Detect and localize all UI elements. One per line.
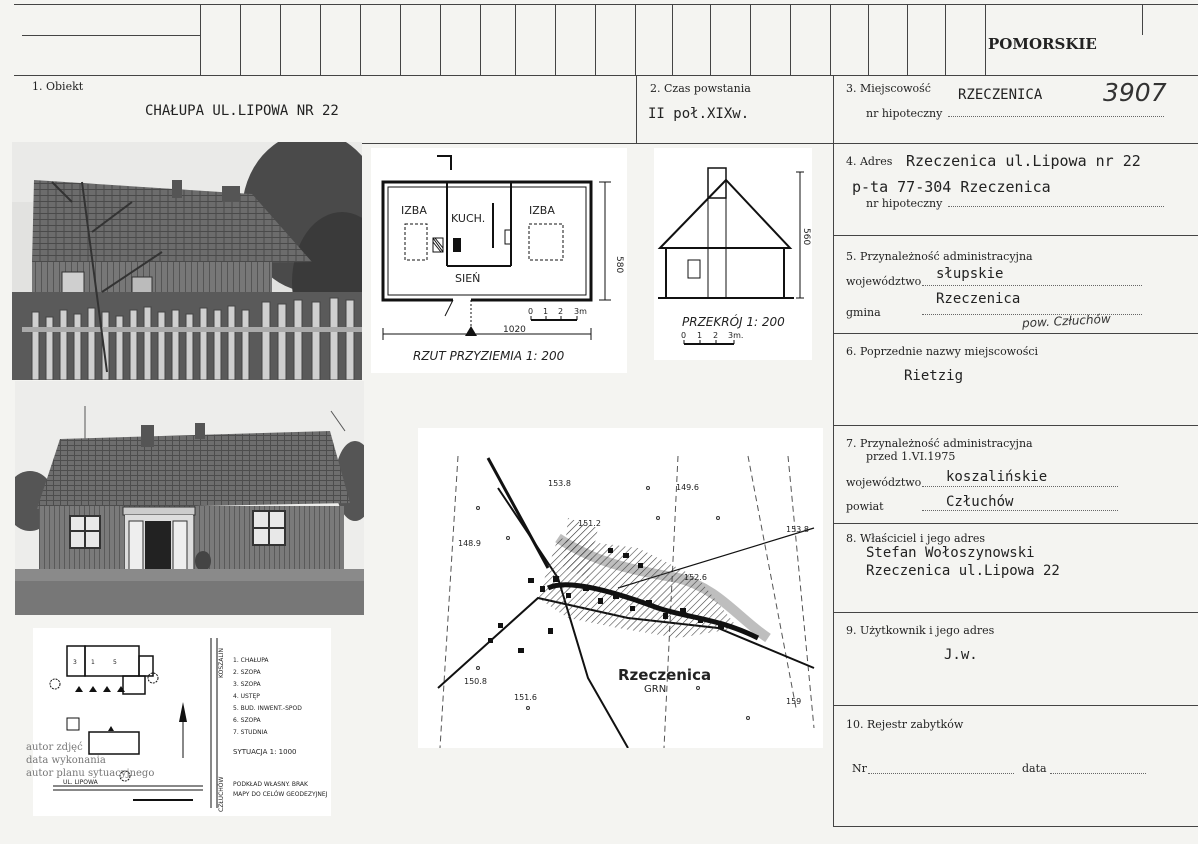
section-height-label: 560 <box>801 228 811 246</box>
situation-legend-label-1: 1 <box>91 659 95 666</box>
czas-label: 2. Czas powstania <box>650 82 751 95</box>
przed1975-label2: przed 1.VI.1975 <box>866 450 956 463</box>
situation-note-line-1: PODKŁAD WŁASNY. BRAK <box>233 781 308 788</box>
bleed-label-3: autor planu sytuacyjnego <box>26 768 155 779</box>
situation-plan <box>33 628 331 816</box>
przynaleznosc-gmina-label: gmina <box>846 306 881 319</box>
section-caption: PRZEKRÓJ 1: 200 <box>682 315 785 329</box>
situation-legend-1: 1. CHAŁUPA <box>233 657 269 664</box>
bleed-label-2: data wykonania <box>26 755 106 766</box>
map-elevation-5: 153.8 <box>786 525 809 534</box>
row5-rule <box>833 333 1198 334</box>
rejestr-data-dotline <box>1050 773 1146 774</box>
section-drawing <box>654 148 812 360</box>
room-label-kuchnia: KUCH. <box>451 212 486 225</box>
map-elevation-9: 159 <box>786 697 802 706</box>
situation-legend-3: 3. SZOPA <box>233 681 261 688</box>
przynaleznosc-gmina: Rzeczenica <box>936 291 1021 307</box>
row9-rule <box>833 705 1198 706</box>
adres-label: 4. Adres <box>846 155 893 168</box>
situation-road-top: KOSZALIN <box>218 648 225 678</box>
map-elevation-3: 151.2 <box>578 519 601 528</box>
header-column-line <box>710 4 711 75</box>
map-elevation-2: 149.6 <box>676 483 699 492</box>
adres-sublabel: nr hipoteczny <box>866 197 943 210</box>
header-column-line <box>830 4 831 75</box>
right-column-divider <box>833 75 834 827</box>
header-column-line <box>240 4 241 75</box>
row7-rule <box>833 523 1198 524</box>
header-column-line <box>480 4 481 75</box>
section-scale-2: 2 <box>713 331 719 340</box>
adres-line1: Rzeczenica ul.Lipowa nr 22 <box>906 152 1141 170</box>
floor-scale-1: 1 <box>543 307 549 316</box>
room-label-sien: SIEŃ <box>455 272 481 285</box>
uzytkownik-label: 9. Użytkownik i jego adres <box>846 624 995 637</box>
wlasciciel-line1: Stefan Wołoszynowski <box>866 545 1035 561</box>
floor-scale-3: 3m <box>574 307 587 316</box>
czas-value: II poł.XIXw. <box>648 106 750 122</box>
przed1975-powiat-label: powiat <box>846 500 884 513</box>
floor-scale-2: 2 <box>558 307 564 316</box>
uzytkownik-value: J.w. <box>944 647 978 663</box>
card-number: 3907 <box>1103 78 1167 107</box>
section-scale-0: 0 <box>681 331 687 340</box>
header-column-line <box>985 4 986 75</box>
przed1975-label: 7. Przynależność administracyjna <box>846 437 1033 450</box>
header-bottom-rule <box>14 75 1198 76</box>
header-column-line <box>750 4 751 75</box>
header-column-line <box>360 4 361 75</box>
map-elevation-8: 151.6 <box>514 693 537 702</box>
header-column-line <box>280 4 281 75</box>
header-column-line <box>440 4 441 75</box>
miejscowosc-value: RZECZENICA <box>958 87 1043 103</box>
house-photo-side <box>12 142 362 380</box>
situation-legend-2: 2. SZOPA <box>233 669 261 676</box>
adres-dotline <box>948 206 1164 207</box>
floor-width-label: 1020 <box>503 325 526 335</box>
wlasciciel-label: 8. Właściciel i jego adres <box>846 532 986 545</box>
header-column-line <box>555 4 556 75</box>
header-column-line <box>595 4 596 75</box>
rejestr-nr-label: Nr <box>852 762 867 775</box>
header-column-line <box>868 4 869 75</box>
row1-divider-a <box>636 75 637 143</box>
przynaleznosc-woj-dotline <box>922 285 1142 286</box>
header-column-line <box>945 4 946 75</box>
miejscowosc-sublabel: nr hipoteczny <box>866 107 943 120</box>
region-name: POMORSKIE <box>988 35 1097 53</box>
header-top-rule <box>14 4 1198 5</box>
obiekt-label: 1. Obiekt <box>32 80 84 93</box>
map-town-sublabel: GRN <box>644 684 667 695</box>
header-column-line <box>515 4 516 75</box>
wlasciciel-line2: Rzeczenica ul.Lipowa 22 <box>866 563 1060 579</box>
poprzednie-label: 6. Poprzednie nazwy miejscowości <box>846 345 1039 358</box>
przynaleznosc-note: pow. Człuchów <box>1021 311 1112 331</box>
przed1975-woj-label: województwo <box>846 476 922 489</box>
przynaleznosc-woj: słupskie <box>936 266 1004 282</box>
map-elevation-6: 152.6 <box>684 573 707 582</box>
miejscowosc-label: 3. Miejscowość <box>846 82 931 95</box>
rejestr-nr-dotline <box>868 773 1014 774</box>
header-column-line <box>907 4 908 75</box>
situation-legend-4: 4. USTĘP <box>233 693 260 700</box>
situation-street-label: UL. LIPOWA <box>63 779 98 786</box>
situation-caption: SYTUACJA 1: 1000 <box>233 748 297 756</box>
header-column-line <box>635 4 636 75</box>
header-column-line <box>200 4 201 75</box>
bleed-label-1: autor zdjęć <box>26 742 83 753</box>
floor-plan <box>371 148 627 373</box>
map-elevation-1: 153.8 <box>548 479 571 488</box>
location-map <box>418 428 823 748</box>
floor-depth-label: 580 <box>614 256 624 274</box>
section-scale-3: 3m. <box>728 331 744 340</box>
przed1975-woj-dotline <box>922 486 1118 487</box>
przed1975-powiat: Człuchów <box>946 494 1014 510</box>
map-elevation-7: 150.8 <box>464 677 487 686</box>
header-column-line <box>320 4 321 75</box>
header-inner-rule <box>22 35 200 36</box>
header-column-line <box>790 4 791 75</box>
header-column-line <box>1142 4 1143 35</box>
row6-rule <box>833 425 1198 426</box>
situation-legend-6: 6. SZOPA <box>233 717 261 724</box>
miejscowosc-dotline <box>948 116 1164 117</box>
room-label-izba-1: IZBA <box>401 204 427 217</box>
przynaleznosc-woj-label: województwo <box>846 275 922 288</box>
map-town-label: Rzeczenica <box>618 666 712 684</box>
floor-plan-caption: RZUT PRZYZIEMIA 1: 200 <box>413 349 565 363</box>
situation-legend-label-5: 5 <box>113 659 117 666</box>
situation-legend-label-3: 3 <box>73 659 77 666</box>
situation-note-line-2: MAPY DO CELÓW GEODEZYJNEJ <box>233 791 328 798</box>
obiekt-value: CHAŁUPA UL.LIPOWA NR 22 <box>145 103 339 119</box>
header-column-line <box>672 4 673 75</box>
przed1975-woj: koszalińskie <box>946 469 1048 485</box>
bottom-rule <box>833 826 1198 827</box>
przed1975-powiat-dotline <box>922 510 1118 511</box>
room-label-izba-2: IZBA <box>529 204 555 217</box>
adres-line2: p-ta 77-304 Rzeczenica <box>852 178 1051 196</box>
situation-legend-7: 7. STUDNIA <box>233 729 268 736</box>
poprzednie-value: Rietzig <box>904 368 964 384</box>
rejestr-data-label: data <box>1022 762 1047 775</box>
floor-scale-0: 0 <box>528 307 534 316</box>
przynaleznosc-label: 5. Przynależność administracyjna <box>846 250 1033 263</box>
row8-rule <box>833 612 1198 613</box>
rejestr-label: 10. Rejestr zabytków <box>846 718 964 731</box>
header-column-line <box>400 4 401 75</box>
map-elevation-4: 148.9 <box>458 539 481 548</box>
section-scale-1: 1 <box>697 331 703 340</box>
house-photo-front <box>15 381 364 615</box>
situation-road-bottom: CZŁUCHÓW <box>218 776 225 812</box>
situation-legend-5: 5. BUD. INWENT.-SPOD <box>233 705 302 712</box>
row4-rule <box>833 235 1198 236</box>
